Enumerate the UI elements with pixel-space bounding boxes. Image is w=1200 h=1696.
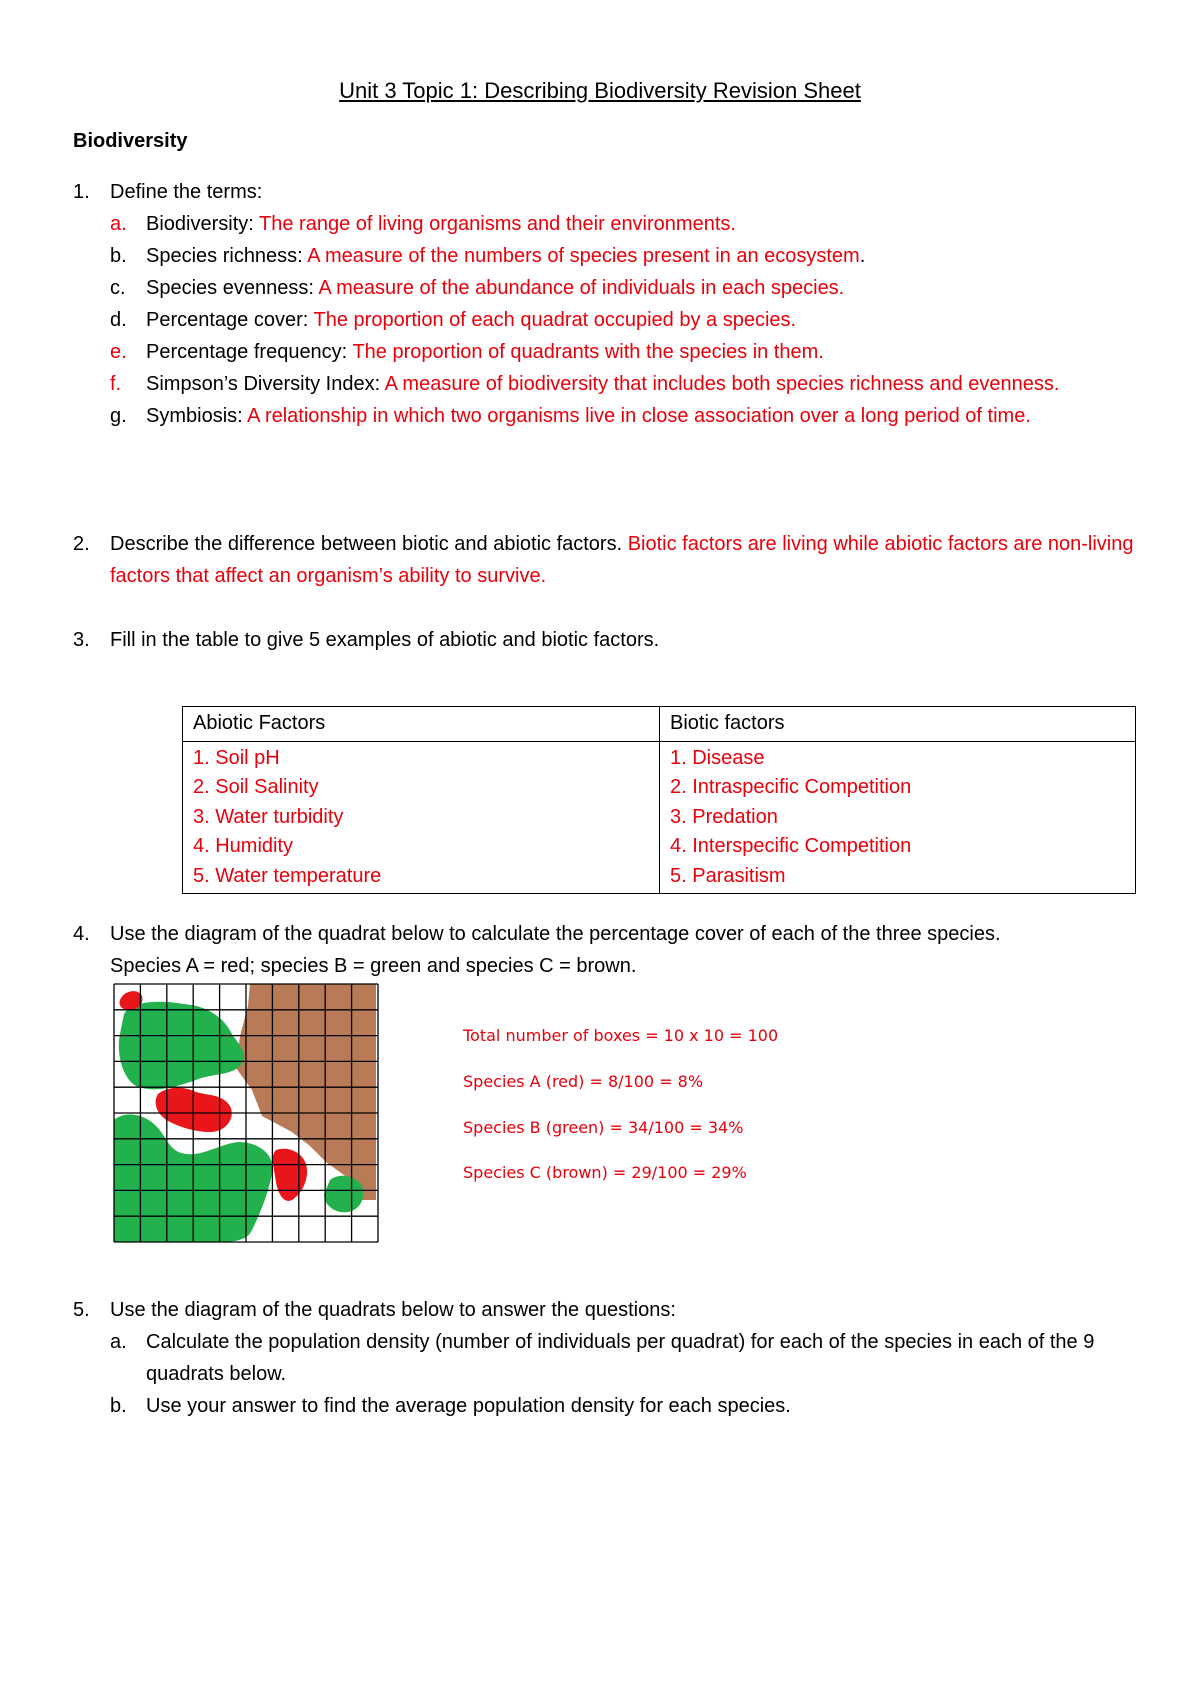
answer: A measure of biodiversity that includes both species richness and evenness. — [384, 373, 1060, 395]
question-prompt: Use the diagram of the quadrat below to calculate the percentage cover of each of the three species. — [110, 923, 1001, 945]
answer: The proportion of quadrants with the species in them. — [352, 341, 824, 363]
quadrat-diagram — [112, 982, 380, 1244]
question-4 — [73, 918, 1143, 982]
term: Species richness: — [146, 245, 303, 267]
term: Percentage frequency: — [146, 341, 348, 363]
answer: The range of living organisms and their environments. — [259, 213, 736, 235]
sub-question-text: Use your answer to find the average population density for each species. — [146, 1395, 791, 1417]
question-prompt: Fill in the table to give 5 examples of abiotic and biotic factors. — [110, 629, 660, 651]
definition-item — [73, 368, 1143, 400]
item-letter: f. — [110, 373, 122, 395]
question-number: 3. — [73, 629, 90, 651]
list-item: 1. Disease — [670, 746, 765, 769]
item-letter: e. — [110, 341, 127, 363]
list-item: 2. Intraspecific Competition — [670, 776, 912, 798]
item-letter: b. — [110, 245, 127, 267]
question-prompt-2: Species A = red; species B = green and species C = brown. — [110, 955, 637, 977]
definition-item — [73, 336, 1143, 368]
species-b-patch — [324, 1176, 363, 1213]
abiotic-header: Abiotic Factors — [183, 707, 660, 742]
question-1 — [73, 176, 1143, 432]
definition-item — [73, 272, 1143, 304]
sub-question-text: Calculate the population density (number of individuals per quadrat) for each of the species in each of the 9 quadrats below. — [146, 1331, 1095, 1385]
list-item: 3. Predation — [670, 805, 778, 828]
answer: The proportion of each quadrat occupied by a species. — [313, 309, 797, 331]
question-5 — [73, 1294, 1143, 1422]
factors-table — [182, 706, 1136, 894]
question-2 — [73, 528, 1143, 592]
item-letter: b. — [110, 1395, 127, 1417]
list-item: 4. Interspecific Competition — [670, 835, 912, 857]
calc-species-b: Species B (green) = 34/100 = 34% — [463, 1118, 744, 1137]
question-prompt: Use the diagram of the quadrats below to answer the questions: — [110, 1299, 676, 1321]
calc-species-a: Species A (red) = 8/100 = 8% — [463, 1072, 704, 1091]
item-letter: a. — [110, 213, 127, 235]
item-letter: g. — [110, 405, 127, 427]
definition-item — [73, 208, 1143, 240]
answer: Biotic factors are living while abiotic factors are non-living factors that affect an organism’s ability to survive. — [110, 533, 1134, 587]
answer: A relationship in which two organisms live in close association over a long period of time. — [247, 405, 1031, 427]
list-item: 5. Parasitism — [670, 864, 786, 887]
list-item: 2. Soil Salinity — [193, 776, 319, 798]
biotic-list — [660, 741, 1136, 894]
table-row — [183, 741, 1136, 894]
term: Biodiversity: — [146, 213, 254, 235]
answer-period: . — [859, 245, 866, 267]
question-3 — [73, 624, 1143, 656]
answer: A measure of the abundance of individuals in each species. — [318, 277, 845, 299]
table-header-row — [183, 707, 1136, 742]
sub-question — [73, 1326, 1143, 1390]
question-number: 5. — [73, 1299, 90, 1321]
answer: A measure of the numbers of species present in an ecosystem — [307, 245, 860, 267]
item-letter: a. — [110, 1331, 127, 1353]
question-prompt: Describe the difference between biotic and abiotic factors. — [110, 533, 623, 555]
question-number: 2. — [73, 533, 90, 555]
list-item: 5. Water temperature — [193, 864, 382, 887]
definition-item — [73, 400, 1143, 432]
biotic-header: Biotic factors — [660, 707, 1136, 742]
question-number: 1. — [73, 181, 90, 203]
list-item: 4. Humidity — [193, 835, 294, 857]
term: Simpson’s Diversity Index: — [146, 373, 381, 395]
definition-item — [73, 304, 1143, 336]
page-title: Unit 3 Topic 1: Describing Biodiversity Revision Sheet — [339, 78, 861, 103]
question-number: 4. — [73, 923, 90, 945]
section-heading: Biodiversity — [73, 130, 188, 152]
abiotic-list — [183, 741, 660, 894]
list-item: 1. Soil pH — [193, 746, 280, 769]
term: Percentage cover: — [146, 309, 309, 331]
item-letter: c. — [110, 277, 126, 299]
definition-item — [73, 240, 1143, 272]
term: Species evenness: — [146, 277, 314, 299]
calc-total: Total number of boxes = 10 x 10 = 100 — [463, 1026, 779, 1045]
calc-species-c: Species C (brown) = 29/100 = 29% — [463, 1163, 747, 1182]
sub-question — [73, 1390, 1143, 1422]
question-prompt: Define the terms: — [110, 181, 263, 203]
item-letter: d. — [110, 309, 127, 331]
term: Symbiosis: — [146, 405, 243, 427]
list-item: 3. Water turbidity — [193, 805, 344, 828]
